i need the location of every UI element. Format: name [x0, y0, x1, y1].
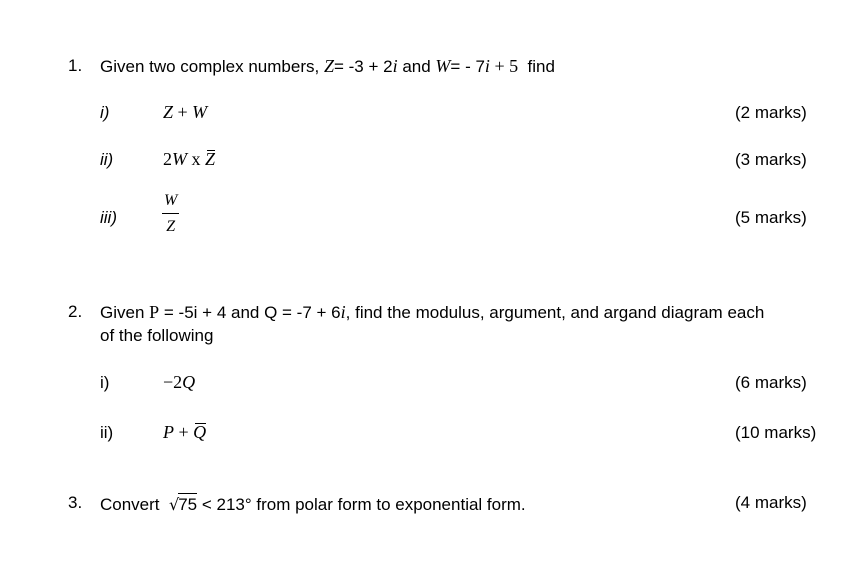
q1-part-ii-times: x: [187, 149, 205, 169]
q3-marks: (4 marks): [735, 493, 807, 512]
q1-part-i-expression: [163, 102, 207, 123]
q2-part-ii-p: P: [163, 422, 174, 442]
q1-part-i-label: i): [100, 103, 110, 122]
q2-part-ii-q-conjugate: Q: [193, 422, 207, 442]
q1-z-value: = -3 + 2: [333, 57, 393, 76]
q1-part-i-z: Z: [163, 102, 174, 122]
q1-and-text: and: [402, 57, 431, 76]
q1-part-ii-z-conjugate: Z: [205, 149, 216, 169]
q2-part-ii-plus: +: [174, 422, 194, 442]
q2-part-i-marks: (6 marks): [735, 373, 807, 392]
q2-question-line-1: [100, 302, 764, 323]
q3-square-root: [169, 493, 197, 515]
q1-z-i-symbol: i: [392, 56, 398, 76]
q2-part-ii-label: ii): [100, 423, 114, 442]
q2-part-i-q: Q: [182, 372, 196, 392]
q1-find-text: find: [527, 57, 555, 76]
q2-given-text: Given: [100, 303, 145, 322]
fraction-bar: [162, 213, 179, 214]
q1-part-i-marks: (2 marks): [735, 103, 807, 122]
q1-part-iii-fraction: [162, 192, 179, 235]
q1-part-iii-label: iii): [100, 208, 117, 227]
q1-w-variable: W: [435, 56, 451, 76]
q1-part-iii-numerator: W: [164, 192, 178, 209]
q1-question-line: [100, 56, 555, 77]
q3-radicand: 75: [178, 495, 198, 514]
q2-line1-end: , find the modulus, argument, and argand diagram each: [345, 303, 765, 322]
q2-p-variable: P: [149, 302, 160, 322]
q1-part-i-w: W: [192, 102, 208, 122]
q1-z-variable: Z: [323, 56, 334, 76]
q1-part-ii-marks: (3 marks): [735, 150, 807, 169]
q1-part-ii-label: ii): [100, 150, 114, 169]
q1-part-ii-w: W: [172, 149, 187, 169]
q1-part-ii-expression: [163, 149, 215, 170]
q1-number: 1.: [68, 56, 83, 75]
q2-part-i-coef: −2: [163, 372, 183, 392]
q2-number: 2.: [68, 302, 83, 321]
q2-part-i-label: i): [100, 373, 110, 392]
q1-part-ii-coef: 2: [163, 149, 172, 169]
q2-part-ii-marks: (10 marks): [735, 423, 817, 442]
q1-part-iii-marks: (5 marks): [735, 208, 807, 227]
radical-sign: √: [168, 495, 180, 514]
q2-question-line-2: of the following: [100, 326, 214, 345]
q3-number: 3.: [68, 493, 83, 512]
q2-part-ii-expression: [163, 422, 206, 443]
q1-w-value-const: + 5: [489, 56, 519, 76]
q1-part-iii-denominator: Z: [166, 217, 176, 235]
q2-line1-middle: = -5i + 4 and Q = -7 + 6: [163, 303, 341, 322]
q1-w-value: = - 7: [450, 57, 485, 76]
q2-i-symbol: i: [340, 302, 346, 322]
q2-part-i-expression: [163, 372, 195, 393]
q3-convert-text: Convert: [100, 495, 160, 514]
q1-part-i-plus: +: [173, 102, 193, 122]
q1-intro-text: Given two complex numbers,: [100, 57, 320, 76]
q3-text-rest: < 213° from polar form to exponential form.: [197, 495, 526, 514]
q3-question-line: [100, 493, 526, 515]
q1-w-i-symbol: i: [484, 56, 490, 76]
